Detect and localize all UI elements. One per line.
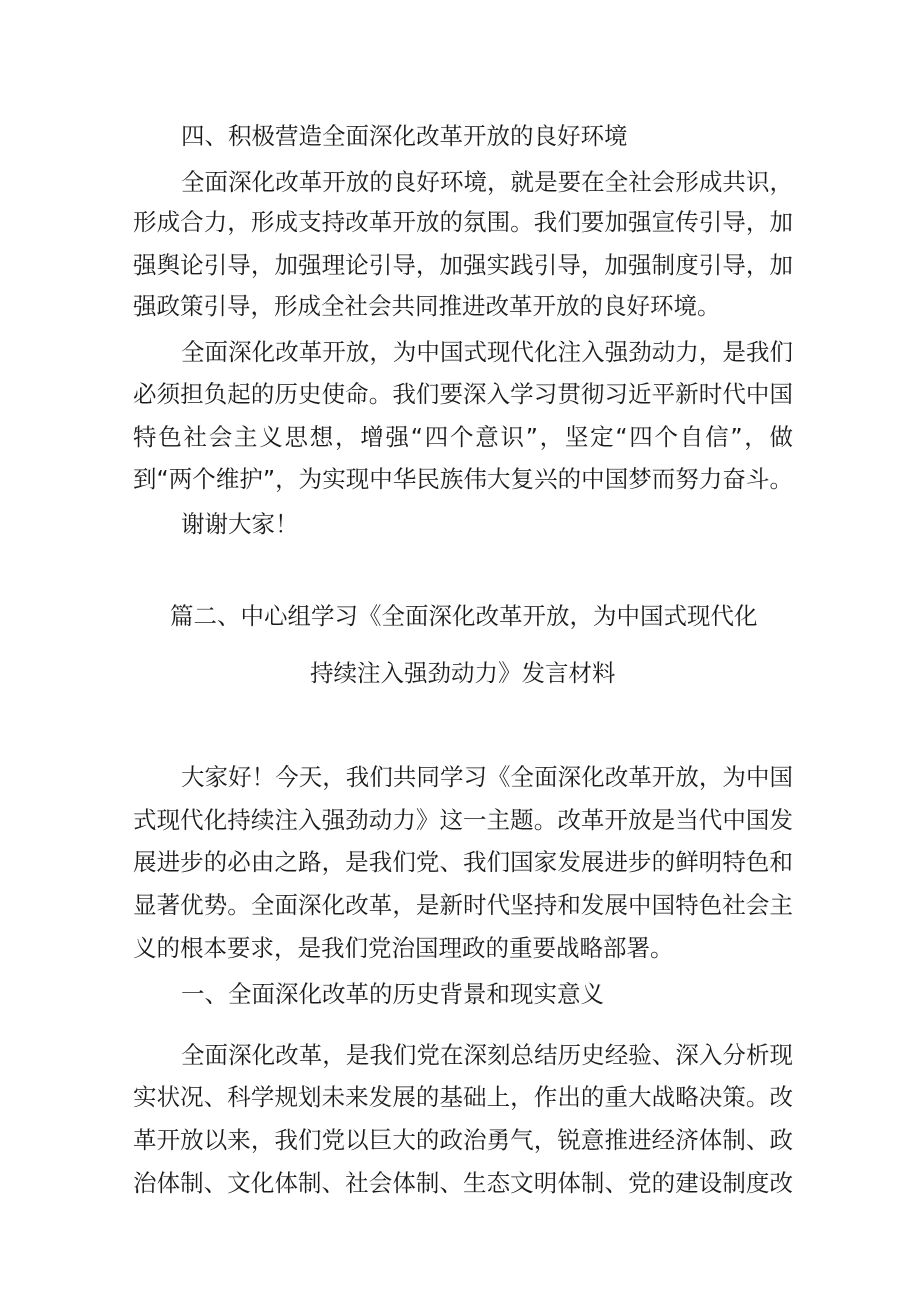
paragraph-line: 全面深化改革开放，为中国式现代化注入强劲动力，是我们 <box>181 338 793 366</box>
paragraph-line: 强舆论引导，加强理论引导，加强实践引导，加强制度引导，加 <box>133 251 793 279</box>
paragraph-line: 式现代化持续注入强劲动力》这一主题。改革开放是当代中国发 <box>133 806 793 834</box>
section-one-heading: 一、全面深化改革的历史背景和现实意义 <box>181 980 604 1008</box>
paragraph-line: 展进步的必由之路，是我们党、我们国家发展进步的鲜明特色和 <box>133 848 793 876</box>
article-title-line-1: 篇二、中心组学习《全面深化改革开放，为中国式现代化 <box>170 602 758 630</box>
paragraph-line: 形成合力，形成支持改革开放的氛围。我们要加强宣传引导，加 <box>133 208 793 236</box>
paragraph-line: 必须担负起的历史使命。我们要深入学习贯彻习近平新时代中国 <box>133 380 793 408</box>
paragraph-line: 革开放以来，我们党以巨大的政治勇气，锐意推进经济体制、政 <box>133 1126 793 1154</box>
thanks-line: 谢谢大家！ <box>181 510 299 538</box>
paragraph-line: 显著优势。全面深化改革，是新时代坚持和发展中国特色社会主 <box>133 891 793 919</box>
paragraph-line: 义的根本要求，是我们党治国理政的重要战略部署。 <box>133 934 674 962</box>
paragraph-line: 到“两个维护”，为实现中华民族伟大复兴的中国梦而努力奋斗。 <box>133 465 793 493</box>
paragraph-line: 全面深化改革，是我们党在深刻总结历史经验、深入分析现 <box>181 1041 793 1069</box>
paragraph-line: 强政策引导，形成全社会共同推进改革开放的良好环境。 <box>133 292 721 320</box>
article-title-line-2: 持续注入强劲动力》发言材料 <box>310 659 616 687</box>
paragraph-line: 全面深化改革开放的良好环境，就是要在全社会形成共识， <box>181 168 793 196</box>
paragraph-line: 治体制、文化体制、社会体制、生态文明体制、党的建设制度改 <box>133 1169 793 1197</box>
paragraph-line: 实状况、科学规划未来发展的基础上，作出的重大战略决策。改 <box>133 1083 793 1111</box>
paragraph-line: 大家好！今天，我们共同学习《全面深化改革开放，为中国 <box>181 763 793 791</box>
section-four-heading: 四、积极营造全面深化改革开放的良好环境 <box>181 122 628 150</box>
paragraph-line: 特色社会主义思想，增强“四个意识”，坚定“四个自信”，做 <box>133 423 793 451</box>
